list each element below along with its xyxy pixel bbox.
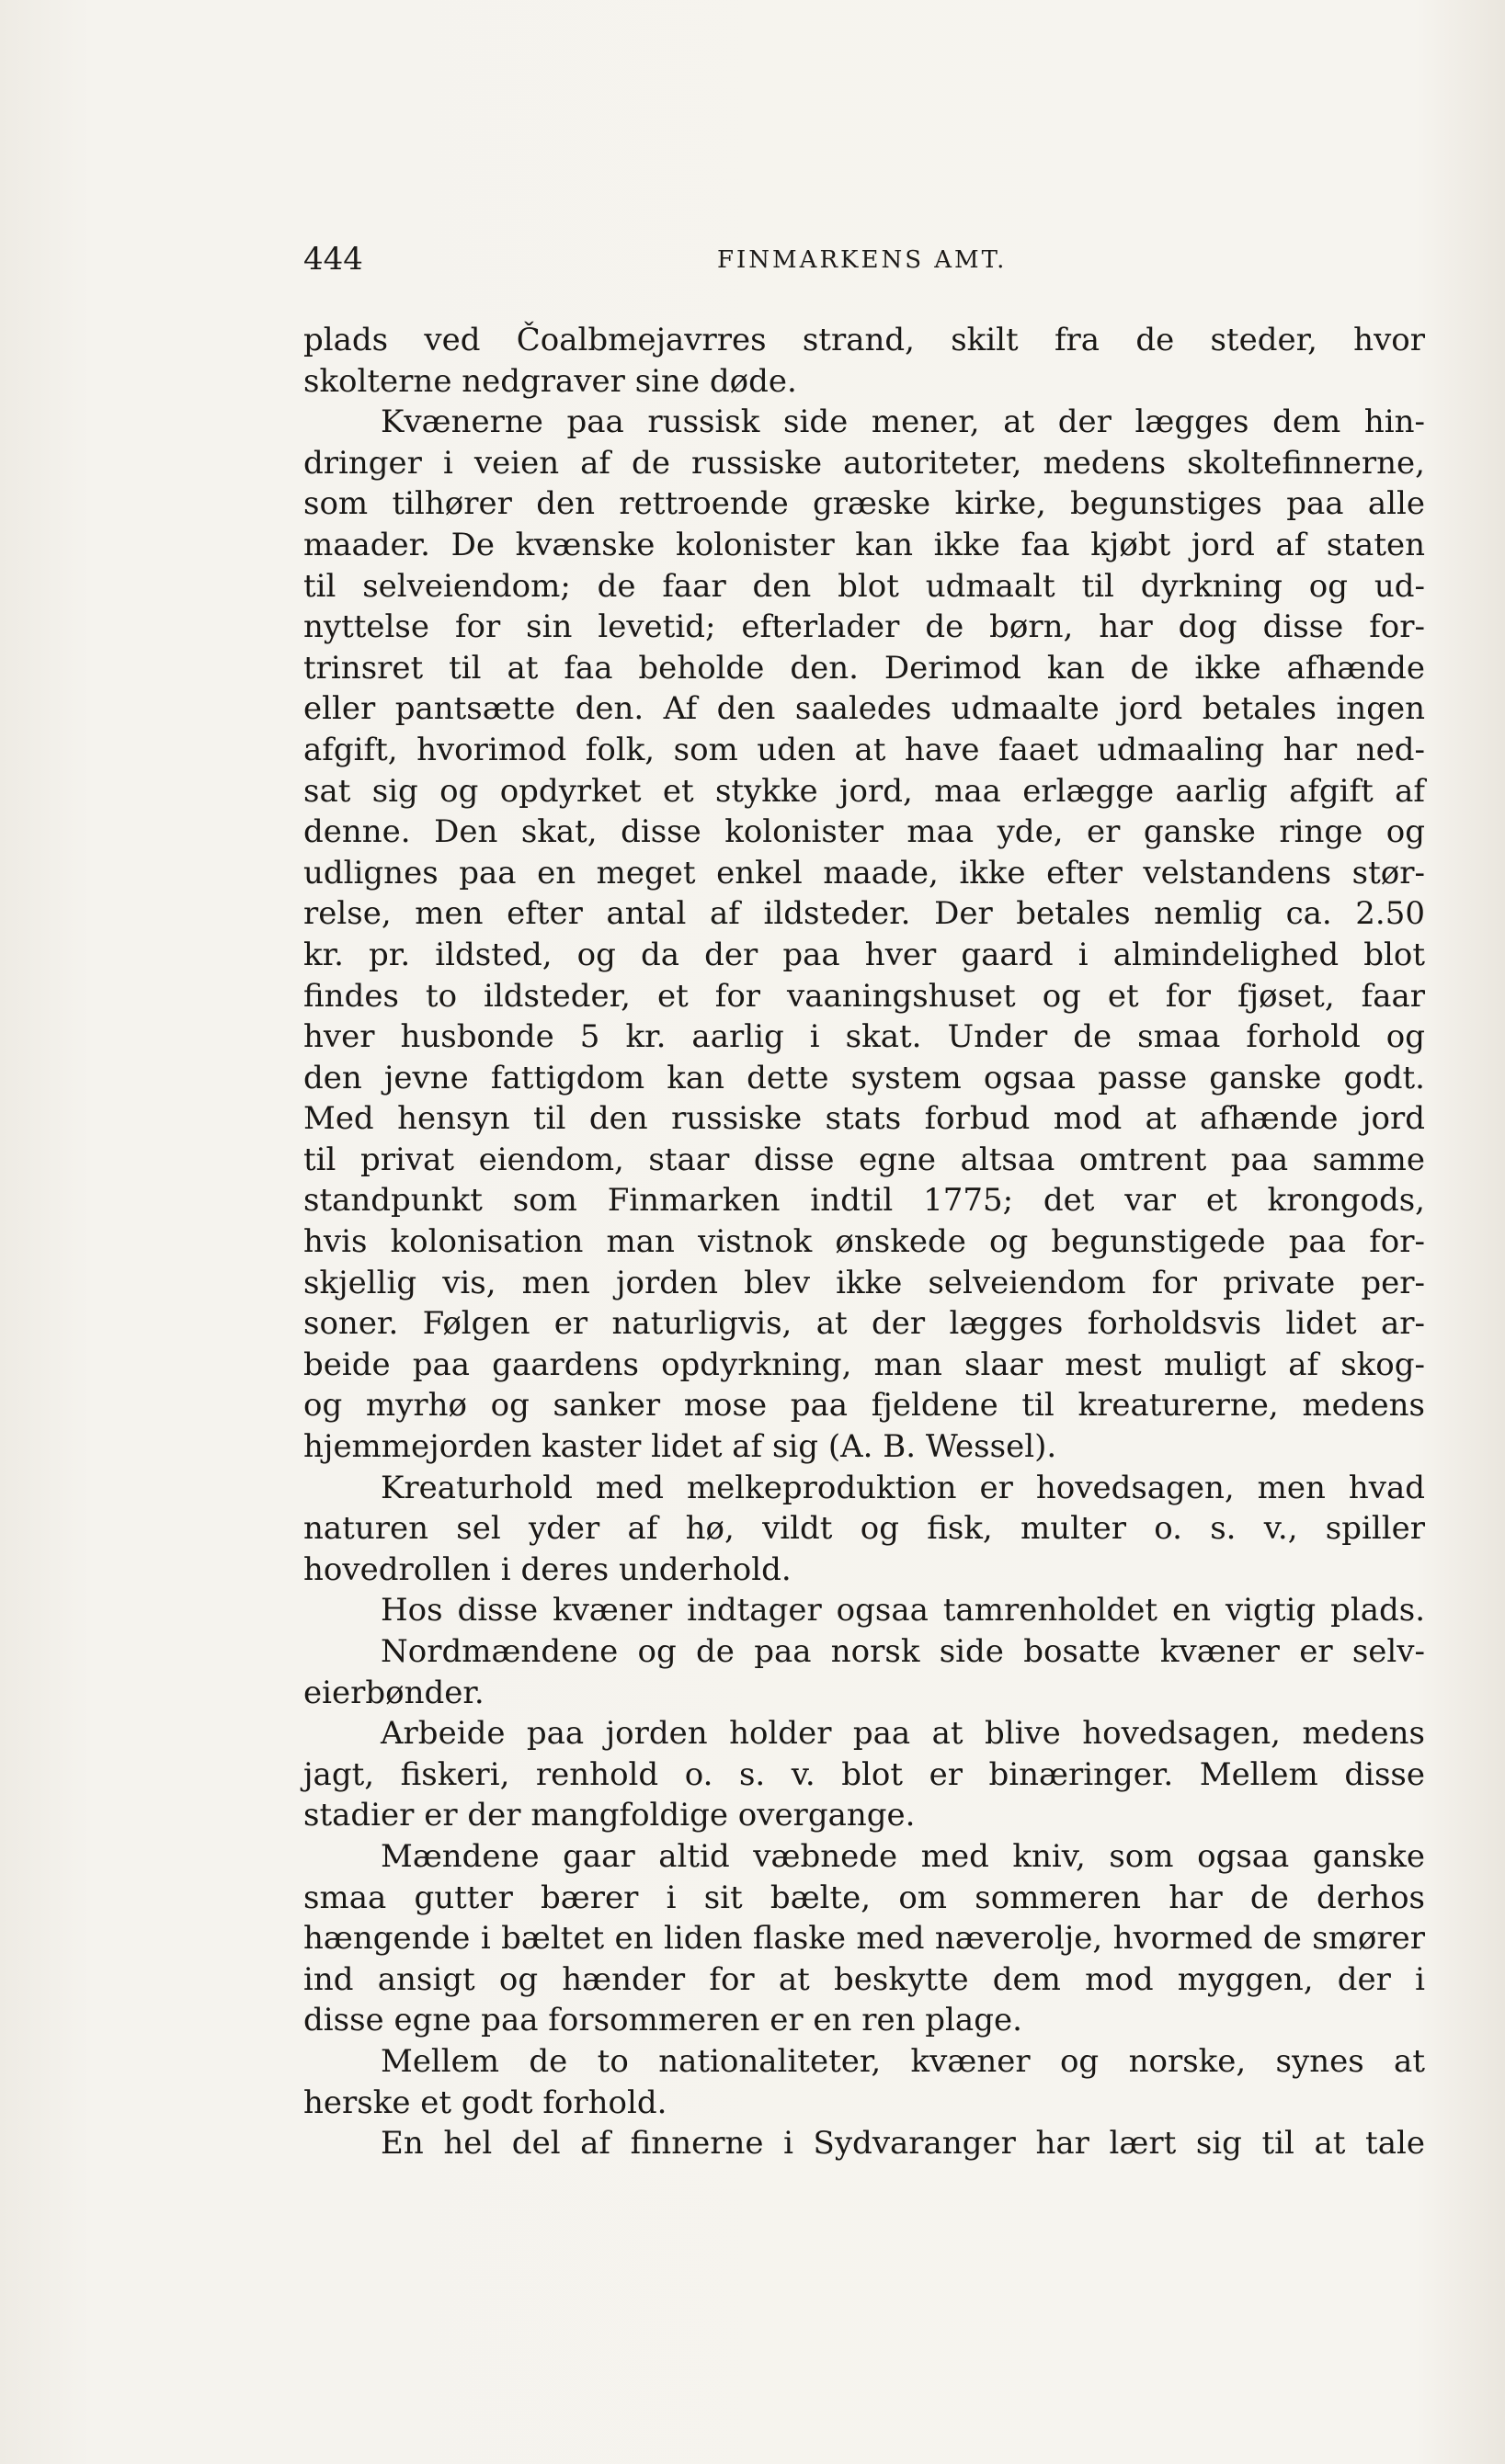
text-line: og myrhø og sanker mose paa fjeldene til kreaturerne, medens xyxy=(303,1387,1425,1425)
text-line: Kreaturhold med melkeproduktion er hovedsagen, men hvad xyxy=(381,1469,1425,1506)
page-header xyxy=(303,241,1425,278)
text-line: hvis kolonisation man vistnok ønskede og begunstigede paa for- xyxy=(303,1223,1425,1261)
text-line: Med hensyn til den russiske stats forbud mod at afhænde jord xyxy=(303,1100,1425,1138)
text-line: til privat eiendom, staar disse egne altsaa omtrent paa samme xyxy=(303,1141,1425,1178)
text-line: eierbønder. xyxy=(303,1674,485,1711)
text-line: kr. pr. ildsted, og da der paa hver gaard i almindelighed blot xyxy=(303,936,1425,973)
text-line: Mændene gaar altid væbnede med kniv, som ogsaa ganske xyxy=(381,1837,1425,1875)
text-line: til selveiendom; de faar den blot udmaalt til dyrkning og ud- xyxy=(303,567,1425,605)
text-line: dringer i veien af de russiske autoriteter, medens skoltefinnerne, xyxy=(303,444,1425,482)
text-line: hængende i bæltet en liden flaske med næverolje, hvormed de smører xyxy=(303,1920,1425,1958)
text-line: hovedrollen i deres underhold. xyxy=(303,1550,792,1588)
text-line: Kvænerne paa russisk side mener, at der lægges dem hin- xyxy=(381,403,1425,441)
text-line: disse egne paa forsommeren er en ren plage. xyxy=(303,2002,1022,2039)
text-line: skolterne nedgraver sine døde. xyxy=(303,362,797,400)
text-line: udlignes paa en meget enkel maade, ikke efter velstandens stør- xyxy=(303,854,1425,891)
text-line: relse, men efter antal af ildsteder. Der betales nemlig ca. 2.50 xyxy=(303,895,1425,933)
text-line: Hos disse kvæner indtager ogsaa tamrenholdet en vigtig plads. xyxy=(381,1592,1425,1629)
text-line: beide paa gaardens opdyrkning, man slaar mest muligt af skog- xyxy=(303,1346,1425,1383)
text-line: Mellem de to nationaliteter, kvæner og norske, synes at xyxy=(381,2042,1425,2080)
text-line: Nordmændene og de paa norsk side bosatte kvæner er selv- xyxy=(381,1633,1425,1670)
text-line: eller pantsætte den. Af den saaledes udmaalte jord betales ingen xyxy=(303,690,1425,728)
text-line: den jevne fattigdom kan dette system ogsaa passe ganske godt. xyxy=(303,1059,1425,1096)
text-line: denne. Den skat, disse kolonister maa yde, er ganske ringe og xyxy=(303,813,1425,851)
body-text xyxy=(303,320,1425,2164)
page-number: 444 xyxy=(303,241,363,278)
text-line: naturen sel yder af hø, vildt og fisk, multer o. s. v., spiller xyxy=(303,1510,1425,1548)
text-line: jagt, fiskeri, renhold o. s. v. blot er binæringer. Mellem disse xyxy=(303,1755,1425,1793)
text-line: afgift, hvorimod folk, som uden at have faaet udmaaling har ned- xyxy=(303,731,1425,768)
text-line: sat sig og opdyrket et stykke jord, maa erlægge aarlig afgift af xyxy=(303,772,1425,810)
text-line: Arbeide paa jorden holder paa at blive hovedsagen, medens xyxy=(381,1715,1425,1753)
text-line: trinsret til at faa beholde den. Derimod kan de ikke afhænde xyxy=(303,649,1425,687)
text-line: skjellig vis, men jorden blev ikke selveiendom for private per- xyxy=(303,1264,1425,1301)
text-line: ind ansigt og hænder for at beskytte dem mod myggen, der i xyxy=(303,1960,1425,1998)
text-line: nyttelse for sin levetid; efterlader de børn, har dog disse for- xyxy=(303,608,1425,646)
text-line: herske et godt forhold. xyxy=(303,2084,667,2121)
text-line: plads ved Čoalbmejavrres strand, skilt fra de steder, hvor xyxy=(303,322,1425,358)
running-title: FINMARKENS AMT. xyxy=(717,246,1008,274)
text-line: En hel del af finnerne i Sydvaranger har lært sig til at tale xyxy=(381,2125,1425,2163)
text-line: standpunkt som Finmarken indtil 1775; det var et krongods, xyxy=(303,1182,1425,1220)
text-line: hjemmejorden kaster lidet af sig (A. B. Wessel). xyxy=(303,1428,1057,1466)
text-line: findes to ildsteder, et for vaaningshuset og et for fjøset, faar xyxy=(303,977,1425,1015)
text-line: stadier er der mangfoldige overgange. xyxy=(303,1797,916,1834)
text-line: maader. De kvænske kolonister kan ikke faa kjøbt jord af staten xyxy=(303,526,1425,563)
text-line: som tilhører den rettroende græske kirke, begunstiges paa alle xyxy=(303,485,1425,523)
text-line: soner. Følgen er naturligvis, at der lægges forholdsvis lidet ar- xyxy=(303,1305,1425,1343)
text-line: hver husbonde 5 kr. aarlig i skat. Under de smaa forhold og xyxy=(303,1018,1425,1056)
text-line: smaa gutter bærer i sit bælte, om sommeren har de derhos xyxy=(303,1879,1425,1916)
